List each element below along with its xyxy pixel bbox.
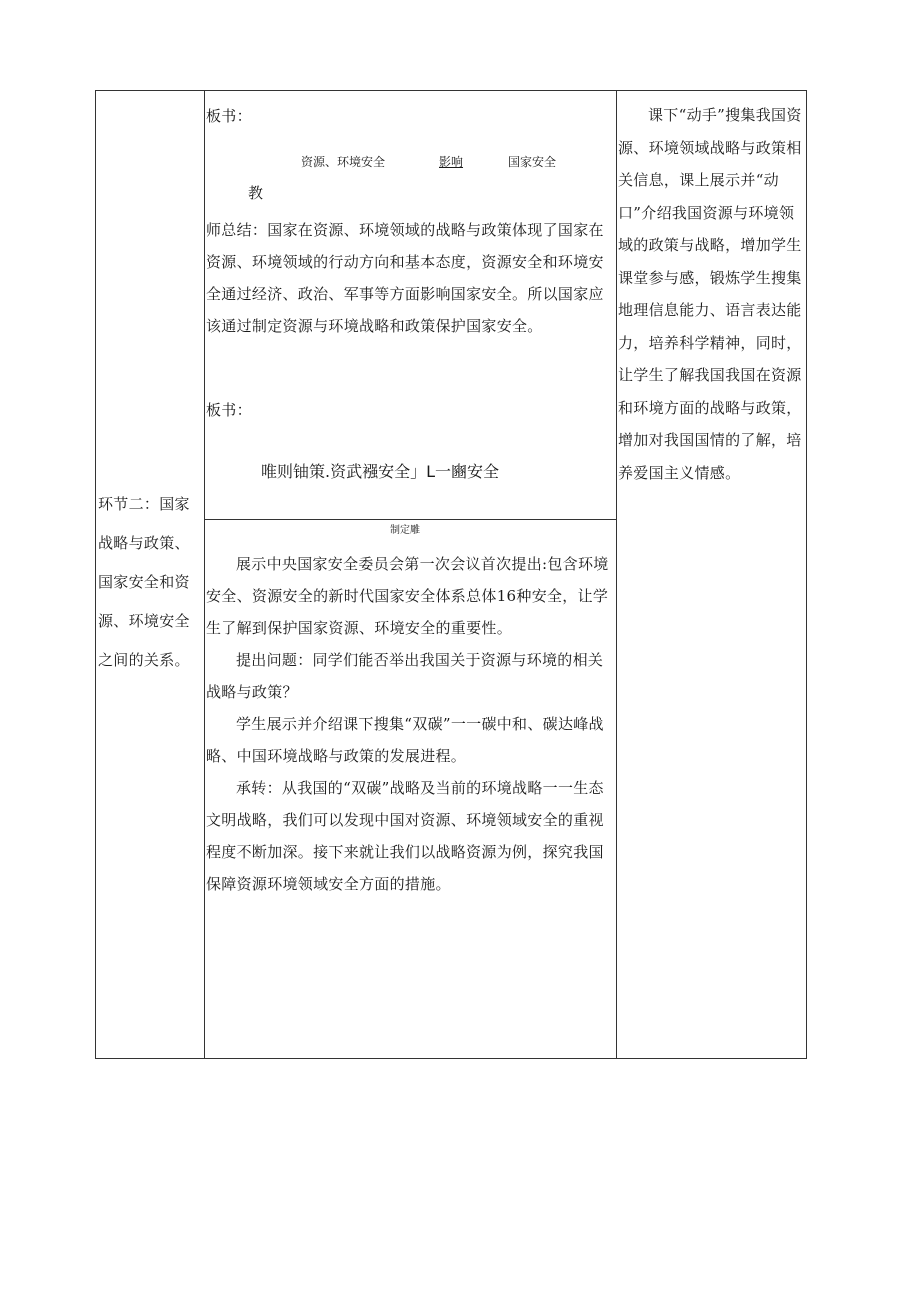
diagram1-arrow-label: 影响 (439, 155, 464, 169)
left-cell-text: 环节二：国家战略与政策、国家安全和资源、环境安全之间的关系。 (98, 495, 190, 669)
paragraph-1: 展示中央国家安全委员会第一次会议首次提出:包含环境安全、资源安全的新时代国家安全体系总体16种安全，让学生了解到保护国家资源、环境安全的重要性。 (206, 555, 609, 637)
teacher-summary: 师总结：国家在资源、环境领域的战略与政策体现了国家在资源、环境领域的行动方向和基本态度，资源安全和环境安全通过经济、政治、军事等方面影响国家安全。所以国家应该通过制定资源与环境战略和政策保护国家安全。 (206, 221, 604, 335)
diagram2-text: 唯则铀策.资武襁安全」L一豳安全 (261, 462, 500, 481)
board-label-1: 板书： (206, 107, 252, 125)
middle-bottom-content (206, 548, 614, 900)
teacher-prefix: 教 (248, 184, 264, 202)
diagram2-caption: 制定雕 (390, 525, 420, 536)
diagram1-right: 国家安全 (508, 155, 557, 169)
paragraph-4: 承转：从我国的“双碳”战略及当前的环境战略一一生态文明战略，我们可以发现中国对资源、环境领域安全的重视程度不断加深。接下来就让我们以战略资源为例，探究我国保障资源环境领域安全方面的措施。 (206, 779, 604, 893)
board-label-2: 板书： (206, 401, 252, 419)
column-divider-2 (616, 91, 617, 1058)
paragraph-3: 学生展示并介绍课下搜集“双碳”一一碳中和、碳达峰战略、中国环境战略与政策的发展进程。 (206, 715, 604, 765)
right-cell-text: 课下“动手”搜集我国资源、环境领域战略与政策相关信息，课上展示并“动口”介绍我国资源与环境领域的政策与战略，增加学生课堂参与感，锻炼学生搜集地理信息能力、语言表达能力，培养科学精神，同时，让学生了解我国我国在资源和环境方面的战略与政策，增加对我国国情的了解，培养爱国主义情感。 (618, 106, 802, 482)
diagram1-left: 资源、环境安全 (301, 155, 386, 169)
lesson-table (95, 90, 807, 1059)
column-divider-1 (204, 91, 205, 1058)
paragraph-2: 提出问题：同学们能否举出我国关于资源与环境的相关战略与政策？ (206, 651, 604, 701)
row-divider (204, 519, 616, 520)
